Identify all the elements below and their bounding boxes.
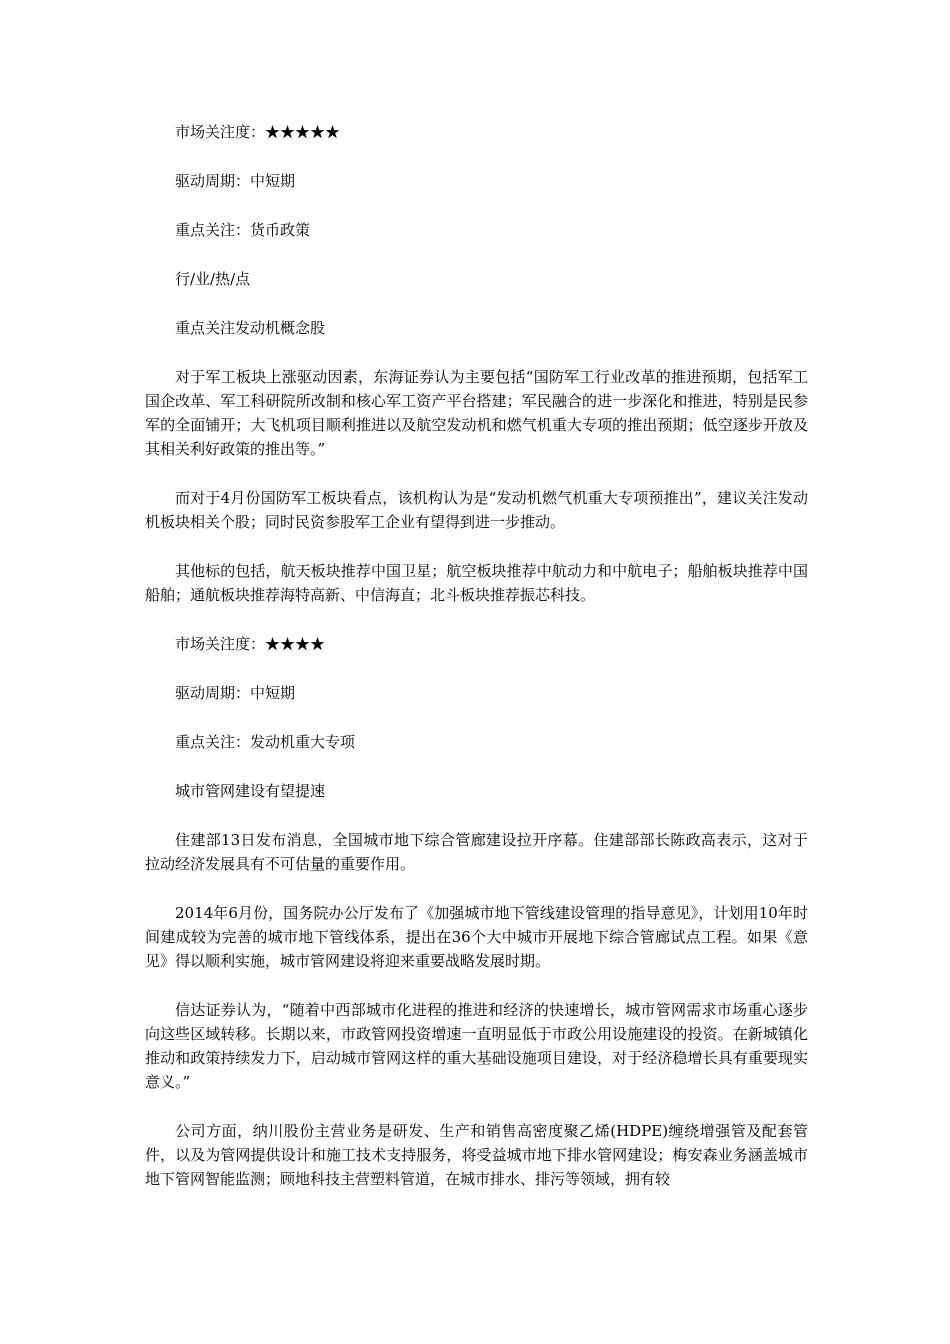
market-attention-label: 市场关注度： (175, 635, 266, 653)
focus-line: 重点关注：货币政策 (175, 221, 311, 239)
drive-cycle-line: 驱动周期：中短期 (175, 684, 296, 702)
paragraph: 住建部13日发布消息，全国城市地下综合管廊建设拉开序幕。住建部部长陈政高表示，这对于拉动经济发展具有不可估量的重要作用。 (145, 831, 808, 873)
market-attention-label: 市场关注度： (175, 123, 266, 141)
market-attention-line (145, 120, 808, 144)
drive-cycle-line: 驱动周期：中短期 (175, 172, 296, 190)
subsection-heading: 重点关注发动机概念股 (175, 319, 326, 337)
document-page (145, 120, 808, 1216)
section-heading: 行/业/热/点 (175, 270, 251, 288)
rating-stars: ★★★★ (265, 635, 326, 653)
paragraph: 2014年6月份，国务院办公厅发布了《加强城市地下管线建设管理的指导意见》，计划用10年时间建成较为完善的城市地下管线体系，提出在36个大中城市开展地下综合管廊试点工程。如果《意见》得以顺利实施，城市管网建设将迎来重要战略发展时期。 (145, 904, 808, 970)
paragraph: 公司方面，纳川股份主营业务是研发、生产和销售高密度聚乙烯(HDPE)缠绕增强管及配套管件，以及为管网提供设计和施工技术支持服务，将受益城市地下排水管网建设；梅安森业务涵盖城市地下管网智能监测；顾地科技主营塑料管道，在城市排水、排污等领域，拥有较 (145, 1122, 808, 1188)
paragraph: 信达证券认为，“随着中西部城市化进程的推进和经济的快速增长，城市管网需求市场重心逐步向这些区域转移。长期以来，市政管网投资增速一直明显低于市政公用设施建设的投资。在新城镇化推动和政策持续发力下，启动城市管网这样的重大基础设施项目建设，对于经济稳增长具有重要现实意义。” (145, 1001, 808, 1091)
subsection-heading: 城市管网建设有望提速 (175, 782, 326, 800)
focus-line: 重点关注：发动机重大专项 (175, 733, 356, 751)
paragraph: 其他标的包括，航天板块推荐中国卫星；航空板块推荐中航动力和中航电子；船舶板块推荐中国船舶；通航板块推荐海特高新、中信海直；北斗板块推荐振芯科技。 (145, 562, 808, 604)
rating-stars: ★★★★★ (265, 123, 341, 141)
market-attention-line (145, 632, 808, 656)
paragraph: 而对于4月份国防军工板块看点，该机构认为是“发动机燃气机重大专项预推出”，建议关注发动机板块相关个股；同时民资参股军工企业有望得到进一步推动。 (145, 489, 808, 531)
paragraph: 对于军工板块上涨驱动因素，东海证券认为主要包括“国防军工行业改革的推进预期，包括军工国企改革、军工科研院所改制和核心军工资产平台搭建；军民融合的进一步深化和推进，特别是民参军的全面铺开；大飞机项目顺利推进以及航空发动机和燃气机重大专项的推出预期；低空逐步开放及其相关利好政策的推出等。” (145, 368, 808, 458)
